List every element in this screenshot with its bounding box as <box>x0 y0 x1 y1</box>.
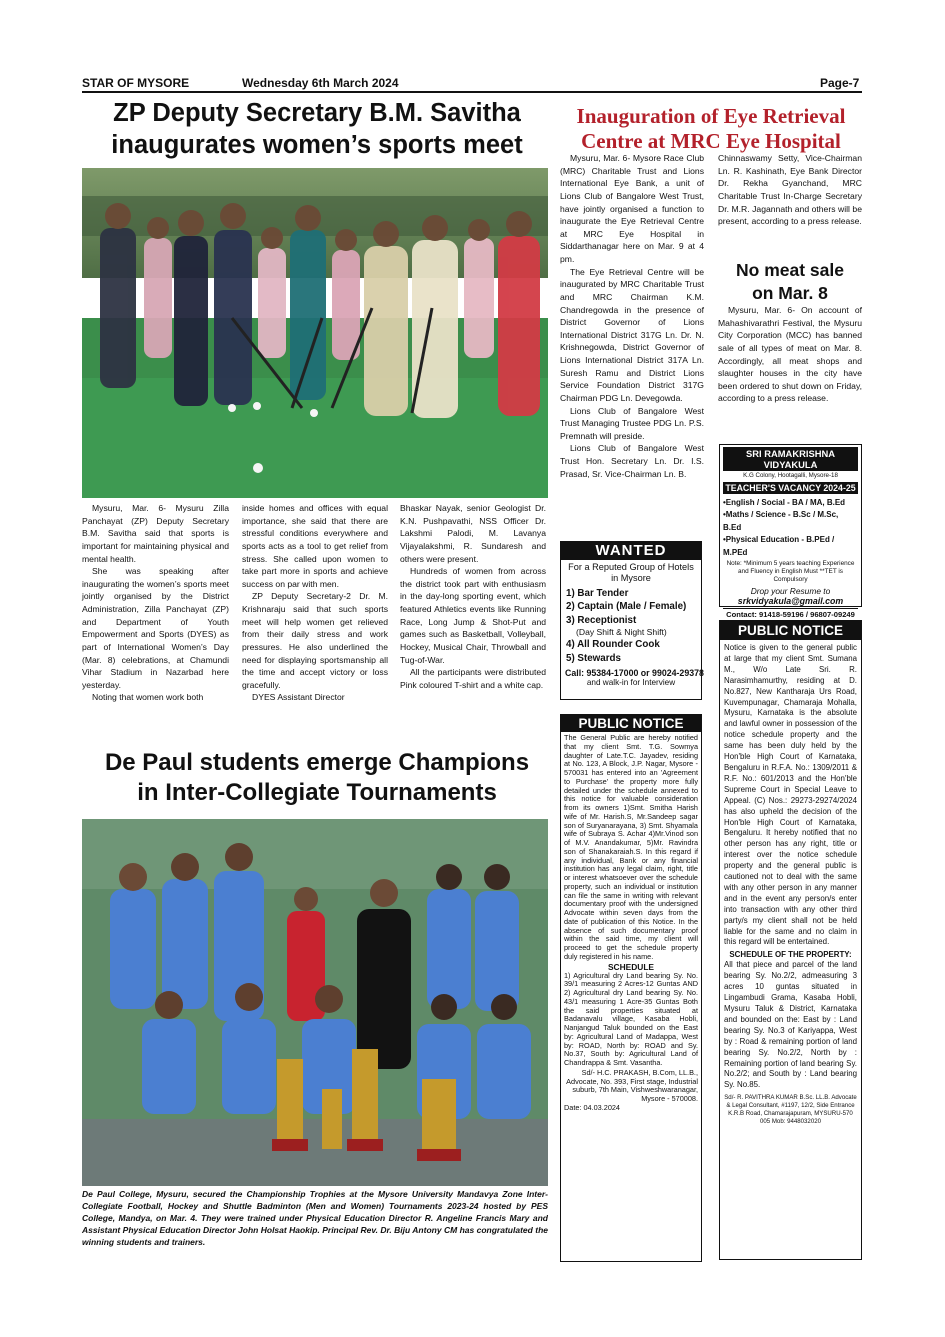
champions-photo-art <box>82 819 548 1186</box>
article1-headline-line2: inaugurates women’s sports meet <box>111 130 523 159</box>
sports-meet-photo-art <box>82 168 548 498</box>
wanted-ad <box>560 541 702 700</box>
wanted-subtitle: For a Reputed Group of Hotels in Mysore <box>568 562 694 584</box>
article4-headline-line2: in Inter-Collegiate Tournaments <box>137 779 497 806</box>
wanted-item: 1) Bar Tender <box>566 588 629 600</box>
article2-p4: Lions Club of Bangalore West Trust Hon. Secretary Ln. Dr. I.S. Prasad, Sr. Vice-Chairman Ln. B. <box>560 443 704 479</box>
article1-headline <box>82 98 552 162</box>
article3-headline <box>718 259 862 305</box>
wanted-walkin: and walk-in for Interview <box>586 677 676 687</box>
notice-left-schedule: 1) Agricultural dry Land bearing Sy. No. 39/1 measuring 2 Acres-12 Guntas AND 2) Agricultural dry Land bearing Sy. No. 43/1 measuring 1 Acre-35 Guntas Both the said properties situated at Badanavalu village, Kasaba Hobli, Nanjangud Taluk bounded on the East by: Agricultural Land of Madappa, West by: ROAD, North by: ROAD and Sy. No.37, South by: Agricultural Land of Chandrappa & Smt. Vasantha. <box>564 970 698 1067</box>
article1-p8: Hundreds of women from across the district took part with enthusiasm in the day-long sporting event, which featured Athletics events like Running Race, Long Jump & Shot-Put and games such as Basketball, Volleyball, Hockey, Musical Chair, Throwball and Tug-of-War. <box>400 566 546 665</box>
article2-p1: Mysuru, Mar. 6- Mysore Race Club (MRC) Charitable Trust and Lions International Eye Bank, a unit of Lions Club of Bangalore West Trust, have jointly organised a function to inaugurate the Eye Retrieval Centre at MRC Eye Hospital in Siddarthanagar here on Mar. 9 at 4 pm. <box>560 153 704 264</box>
article2-p5: Chinnaswamy Setty, Vice-Chairman Ln. R. Kashinath, Eye Bank Director Dr. Rekha Gyanchand, MRC Charitable Trust In-Charge Secretary Dr. M.R. Jagannath and others will be present, according to a press release. <box>718 153 862 227</box>
article2-p3: Lions Club of Bangalore West Trust Managing Trustee PDG Ln. P.S. Premnath will preside. <box>560 405 704 441</box>
wanted-item-note: (Day Shift & Night Shift) <box>576 626 667 637</box>
wanted-item: 5) Stewards <box>566 652 621 664</box>
page-number: Page-7 <box>820 76 860 90</box>
notice-right-title: PUBLIC NOTICE <box>720 621 861 640</box>
vidyakula-title: SRI RAMAKRISHNA VIDYAKULA <box>723 447 858 471</box>
wanted-item: 3) Receptionist <box>566 614 637 626</box>
vidyakula-ad <box>719 444 862 619</box>
header-rule <box>82 91 862 93</box>
article1-col1 <box>82 502 229 704</box>
champions-photo <box>82 819 548 1186</box>
article1-p4: inside homes and offices with equal importance, she said that there are stressful conditions everywhere and sports acts as a tool to get relief from stress. She called upon women to take part more in sports and achieve success on par with men. <box>242 503 388 589</box>
public-notice-right <box>719 620 862 1260</box>
notice-left-date: Date: 04.03.2024 <box>564 1102 620 1112</box>
public-notice-left <box>560 714 702 1262</box>
article3-headline-line2: on Mar. 8 <box>752 282 828 303</box>
wanted-title: WANTED <box>561 542 701 560</box>
notice-left-schedule-title: SCHEDULE <box>607 961 655 972</box>
vidyakula-line3: •Physical Education - B.PEd / M.PEd <box>723 535 835 557</box>
article1-p6: DYES Assistant Director <box>252 692 345 703</box>
vidyakula-positions <box>723 497 858 559</box>
article2-headline <box>558 104 864 154</box>
article1-col3 <box>400 502 546 691</box>
wanted-item: 4) All Rounder Cook <box>566 639 660 651</box>
notice-right-schedule-title: SCHEDULE OF THE PROPERTY: <box>729 950 852 960</box>
article1-p1: Mysuru, Mar. 6- Mysuru Zilla Panchayat (ZP) Deputy Secretary B.M. Savitha said that sports is important for maintaining physical and mental health. <box>82 503 229 564</box>
vidyakula-contact: Contact: 91418-59196 / 96807-09249 <box>723 608 858 619</box>
vidyakula-line1: •English / Social - BA / MA, B.Ed <box>723 498 846 507</box>
champions-caption: De Paul College, Mysuru, secured the Championship Trophies at the Mysore University Mandavya Zone Inter-Collegiate Football, Hockey and Shuttle Badminton (Men and Women) Tournaments 2023-24 hosted by PES College, Mandya, on Mar. 4. They were trained under Physical Education Director R. Angeline Francis Mary and Assistant Physical Education Director John Holsat Haokip. Principal Rev. Dr. Biju Antony CM has congratulated the winning students and trainers. <box>82 1189 548 1247</box>
notice-right-signer: Sd/- R. PAVITHRA KUMAR B.Sc. LL.B. Advocate & Legal Consultant, #1197, 12/2, Side Entrance K.R.B Road, Chamarajapuram, MYSURU-570 005 Mob: 9448032020 <box>724 1094 857 1126</box>
article2-headline-line2: Centre at MRC Eye Hospital <box>581 128 841 153</box>
vidyakula-line2: •Maths / Science - B.Sc / M.Sc, B.Ed <box>723 510 839 532</box>
article2-col1 <box>560 152 704 480</box>
article3-headline-line1: No meat sale <box>736 260 844 280</box>
article1-p9: All the participants were distributed Pink coloured T-shirt and a white cap. <box>400 667 546 690</box>
article2-headline-line1: Inauguration of Eye Retrieval <box>576 104 846 128</box>
article1-p2: She was speaking after inaugurating the women’s sports meet jointly organised by the District Administration, Zilla Panchayat (ZP) and Department of Youth Empowerment and Sports (DYES) as part of International Women’s Day (Mar. 8) celebrations, at Chamundi Vihar Stadium in Nazarbad here yesterday. <box>82 566 229 690</box>
article1-p7: Bhaskar Nayak, senior Geologist Dr. K.N. Pushpavathi, NSS Officer Dr. Lakshmi Palodi, M. Lavanya Vijayalakshmi, R. Sundaresh and others were present. <box>400 503 546 564</box>
article4-headline <box>82 748 552 808</box>
notice-right-schedule: All that piece and parcel of the land bearing Sy. No.2/2, admeasuring 3 acres 10 guntas situated in Lingambudi Grama, Kasaba Hobli, Mysuru Taluk & District, Karnataka and bounded on the: East by : Land bearing Sy. No.3 of Kariyappa, West by : Road & remaining portion of land bearing Sy. No.2/2, North by : Remaining portion of land bearing Sy. No.2/2; and South by : Land bearing Sy. No.85. <box>724 960 857 1090</box>
article1-headline-line1: ZP Deputy Secretary B.M. Savitha <box>113 99 521 127</box>
vidyakula-drop: Drop your Resume to <box>750 585 831 596</box>
article3-p1: Mysuru, Mar. 6- On account of Mahashivarathri Festival, the Mysuru City Corporation (MCC) has banned sale of all types of meat on Mar. 8. Accordingly, all meat shops and slaughter houses in the city have been ordered to shut down on Friday, according to a press release. <box>718 305 862 404</box>
article2-col2 <box>718 152 862 228</box>
article1-p5: ZP Deputy Secretary-2 Dr. M. Krishnaraju said that such sports meet will help women get relieved from their daily stress and work pressures. He also underlined the need for displaying sportsmanship all the time and accept victory or loss gracefully. <box>242 591 388 690</box>
wanted-call: Call: 95384-17000 or 99024-29378 <box>565 667 704 678</box>
paper-name: STAR OF MYSORE <box>82 76 190 90</box>
article1-col2 <box>242 502 388 704</box>
notice-left-title: PUBLIC NOTICE <box>561 715 701 732</box>
sports-meet-photo <box>82 168 548 498</box>
article1-p3: Noting that women work both <box>92 692 204 703</box>
issue-date: Wednesday 6th March 2024 <box>242 76 399 90</box>
vidyakula-address: K.G Colony, Hootagalli, Mysore-18 <box>743 472 838 479</box>
notice-left-signer: Sd/- H.C. PRAKASH, B.Com, LL.B., Advocate, No. 393, First stage, Industrial suburb, 7th Main, Vishweshwaranagar, Mysore - 570008. <box>566 1067 698 1103</box>
article3-body <box>718 304 862 405</box>
notice-left-body: The General Public are hereby notified that my client Smt. T.G. Sowmya daughter of Late.T.C. Jayadev, residing at No. 123, A Block, J.P. Nagar, Mysore - 570031 has entered into an 'Agreement to Purchase' the property more fully detailed under the schedule annexed to this notice for valuable consideration from its owners 1)Smt. Smitha Harish wife of Mr. Harish.S, Mr.Sandeep sagar son of Suryanarayana, 3) Smt. Shyamala wife of Subraya S. Achar 4)Mr.Vinod son of M.V. Anandakumar, 5)Mr. Ravindra son of Shanakaraiah.S. In this regard if any individual, Bank or any financial institution has any legal claim, right, title or interest whatsoever over the schedule property, such an individual or institution can file the same in writing with relevant documentary proof with the undersigned Advocate within seven days from the date of publication of this Notice. In the absence of such documentary proof within the said time, my client will proceed to get the schedule property duly registered in his name. <box>564 733 698 961</box>
vidyakula-band: TEACHER'S VACANCY 2024-25 <box>723 482 858 494</box>
wanted-list <box>561 587 701 665</box>
vidyakula-email: srkvidyakula@gmail.com <box>737 595 844 606</box>
notice-right-body: Notice is given to the general public at large that my client Smt. Sumana M., W/o Late Sri. R. Narasimhamurthy, residing at D. No.827, New Kantharaja Urs Road, Kuvempunagar, Chamaraja Mohalla, Mysuru, Karnataka is the absolute and lawful owner in possession of the notice schedule property and the same has been duly held by the Hon'ble High Court of Karnataka, Bengaluru in R.F.A. No.: 1309/2011 & R.F. No.: 601/2013 and the Hon'ble Supreme Court in Special Leave to Appeal. (C) Nos.: 29273-29274/2024 has also upheld the decision of the Hon'ble High Court of Karnataka, Bengaluru. It hereby notified that no other person has any right, title or interest over the notice schedule property and the general public is cautioned not to deal with the same with any other person in any manner and in the event any person/s enter into transaction with any other third party/s my client shall not be held liable for the same and no claim in this regard will be entertained. <box>724 643 857 947</box>
vidyakula-note: Note: *Minimum 5 years teaching Experience and Fluency in English Must **TET is Compulsory <box>726 559 855 583</box>
article4-headline-line1: De Paul students emerge Champions <box>104 749 530 776</box>
article2-p2: The Eye Retrieval Centre will be inaugurated by MRC Charitable Trust and MRC Chairman K.M. Chandregowda in the presence of District Governor of Lions International District 317G Ln. Dr. N. Krishnegowda, District Governor of Lions International District 317A Ln. Suresh Ramu and District Lions Service Foundation District 317G Chairman PDG Ln. Devegowda. <box>560 266 704 403</box>
wanted-item: 2) Captain (Male / Female) <box>566 601 687 613</box>
